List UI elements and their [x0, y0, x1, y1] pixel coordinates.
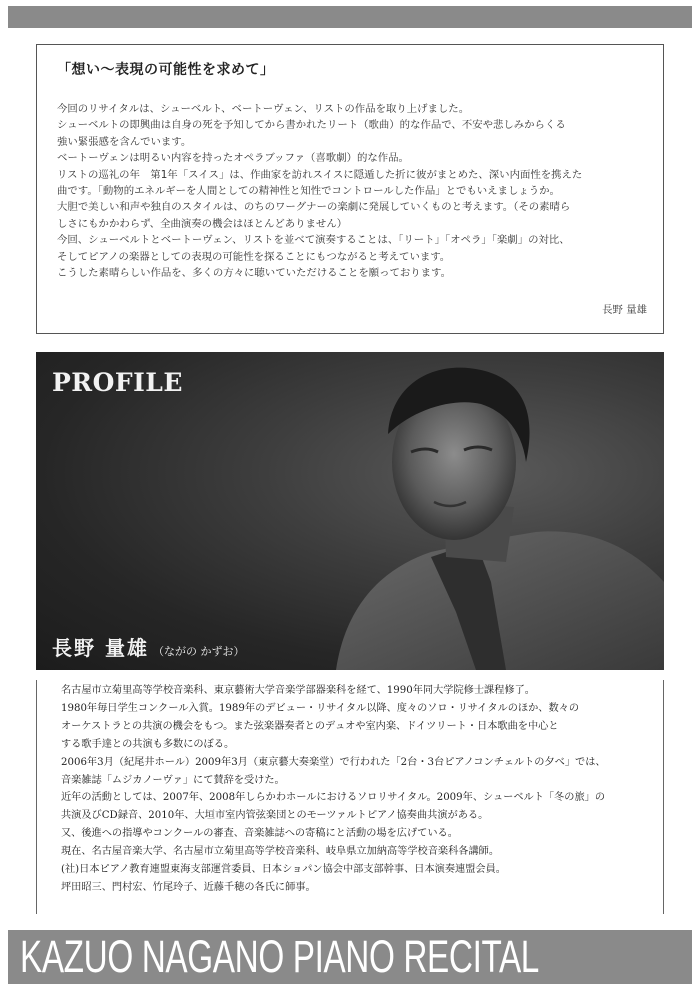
message-paragraph: そしてピアノの楽器としての表現の可能性を探ることにもつながると考えています。 [57, 250, 451, 263]
biography [36, 680, 664, 914]
bio-line: 現在、名古屋音楽大学、名古屋市立菊里高等学校音楽科、岐阜県立加納高等学校音楽科各講師。 [61, 846, 500, 858]
bio-line: 2006年3月（紀尾井ホール）2009年3月（東京藝大奏楽堂）で行われた「2台・3台ピアノコンチェルトの夕べ」では、 [61, 756, 606, 768]
pianist-portrait-photo [36, 352, 664, 670]
message-paragraph: リストの巡礼の年 第1年「スイス」は、作曲家を訪れスイスに隠遁した折に彼がまとめた、深い内面性を携えた [57, 168, 583, 181]
message-paragraph: しさにもかかわらず、全曲演奏の機会はほとんどありません） [57, 217, 348, 230]
bio-line: (社)日本ピアノ教育連盟東海支部運営委員、日本ショパン協会中部支部幹事、日本演奏連盟会員。 [61, 864, 506, 876]
message-paragraph: 曲です。「動物的エネルギーを人間としての精神性と知性でコントロールした作品」とでもいえましょうか。 [57, 185, 560, 198]
bio-line: 坪田昭三、門村宏、竹尾玲子、近藤千穂の各氏に師事。 [61, 881, 316, 893]
message-paragraph: ベートーヴェンは明るい内容を持ったオペラブッファ（喜歌劇）的な作品。 [57, 152, 409, 165]
top-gray-bar [8, 6, 692, 28]
bio-line: 又、後進への指導やコンクールの審査、音楽雑誌への寄稿にと活動の場を広げている。 [61, 828, 458, 840]
bio-line: 近年の活動としては、2007年、2008年しらかわホールにおけるソロリサイタル。2009年、シューベルト「冬の旅」の [61, 792, 606, 804]
bio-line: する歌手達との共演も多数にのぼる。 [61, 738, 235, 750]
bio-line: 名古屋市立菊里高等学校音楽科、東京藝術大学音楽学部器楽科を経て、1990年同大学院修士課程修了。 [61, 685, 535, 696]
message-paragraph: 大胆で美しい和声や独自のスタイルは、のちのワーグナーの楽劇に発展していくものと考えます。（その素晴ら [57, 201, 571, 214]
pianist-name-reading: （ながの かずお） [152, 645, 245, 658]
message-body [57, 101, 649, 281]
message-box [36, 44, 664, 334]
bio-line: 1980年毎日学生コンクール入賞。1989年のデビュー・リサイタル以降、度々のソロ・リサイタルのほか、数々の [61, 702, 580, 714]
message-paragraph: 今回のリサイタルは、シューベルト、ベートーヴェン、リストの作品を取り上げました。 [57, 103, 470, 115]
message-paragraph: 強い緊張感を含んでいます。 [57, 135, 192, 148]
message-title: 「想い～表現の可能性を求めて」 [57, 62, 275, 78]
bio-line: 共演及びCD録音、2010年、大垣市室内管弦楽団とのモーツァルトピアノ協奏曲共演がある。 [61, 810, 489, 822]
profile-photo-panel [36, 352, 664, 670]
recital-title: KAZUO NAGANO PIANO RECITAL [20, 931, 539, 982]
message-paragraph: シューベルトの即興曲は自身の死を予知してから書かれたリート（歌曲）的な作品で、不安や悲しみからくる [57, 119, 566, 132]
message-signature: 長野 量雄 [602, 304, 647, 316]
pianist-name: 長野 量雄 [52, 636, 149, 660]
profile-heading: PROFILE [52, 368, 183, 397]
bio-line: オーケストラとの共演の機会をもつ。また弦楽器奏者とのデュオや室内楽、ドイツリート・日本歌曲を中心と [61, 720, 559, 732]
message-paragraph: 今回、シューベルトとベートーヴェン、リストを並べて演奏することは、「リート」「オペラ」「楽劇」の対比、 [57, 234, 570, 247]
pianist-name-label [52, 632, 244, 661]
bio-line: 音楽雑誌「ムジカノーヴァ」にて賛辞を受けた。 [61, 774, 285, 786]
footer-banner [8, 930, 692, 984]
message-paragraph: こうした素晴らしい作品を、多くの方々に聴いていただけることを願っております。 [57, 267, 452, 280]
